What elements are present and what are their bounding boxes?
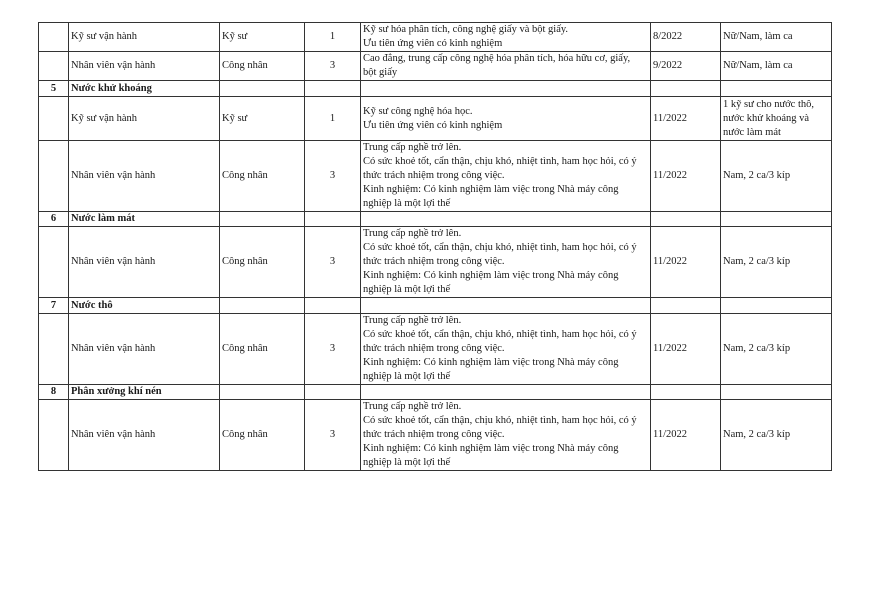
position-cell: Nhân viên vận hành — [69, 227, 220, 298]
section-title: Nước thô — [69, 298, 220, 314]
time-cell: 9/2022 — [651, 52, 721, 81]
time-cell: 11/2022 — [651, 314, 721, 385]
requirement-line: Có sức khoẻ tốt, cẩn thận, chịu khó, nhiệt tình, ham học hỏi, có ý — [363, 329, 637, 340]
time-cell: 11/2022 — [651, 141, 721, 212]
quantity-cell: 3 — [305, 227, 361, 298]
requirements-cell — [361, 314, 651, 385]
requirement-line: bột giấy — [363, 67, 398, 78]
note-cell: Nam, 2 ca/3 kíp — [721, 400, 832, 471]
requirement-line: thức trách nhiệm trong công việc. — [363, 343, 505, 354]
requirement-line: Kinh nghiệm: Có kinh nghiệm làm việc trong Nhà máy công — [363, 357, 619, 368]
level-cell: Công nhân — [220, 400, 305, 471]
requirement-line: nghiệp là một lợi thế — [363, 457, 451, 468]
requirement-line: nghiệp là một lợi thế — [363, 284, 451, 295]
section-number: 6 — [39, 212, 69, 227]
empty-cell — [651, 385, 721, 400]
empty-cell — [361, 212, 651, 227]
requirement-line: Kinh nghiệm: Có kinh nghiệm làm việc trong Nhà máy công — [363, 443, 619, 454]
section-row — [39, 81, 832, 97]
requirement-line: Có sức khoẻ tốt, cẩn thận, chịu khó, nhiệt tình, ham học hỏi, có ý — [363, 242, 637, 253]
time-cell: 11/2022 — [651, 400, 721, 471]
row-number — [39, 97, 69, 141]
quantity-cell: 3 — [305, 400, 361, 471]
row-number — [39, 314, 69, 385]
requirements-cell — [361, 97, 651, 141]
time-cell: 11/2022 — [651, 97, 721, 141]
position-cell: Kỹ sư vận hành — [69, 97, 220, 141]
quantity-cell: 3 — [305, 141, 361, 212]
requirement-line: Kỹ sư hóa phân tích, công nghệ giấy và bột giấy. — [363, 24, 569, 35]
empty-cell — [361, 298, 651, 314]
note-cell: Nam, 2 ca/3 kíp — [721, 314, 832, 385]
row-number — [39, 141, 69, 212]
empty-cell — [721, 298, 832, 314]
empty-cell — [305, 385, 361, 400]
requirement-line: Kinh nghiệm: Có kinh nghiệm làm việc trong Nhà máy công — [363, 270, 619, 281]
section-number: 8 — [39, 385, 69, 400]
job-row — [39, 97, 832, 141]
section-number: 5 — [39, 81, 69, 97]
requirements-cell — [361, 141, 651, 212]
requirement-line: thức trách nhiệm trong công việc. — [363, 256, 505, 267]
job-row — [39, 141, 832, 212]
empty-cell — [305, 212, 361, 227]
requirement-line: Có sức khoẻ tốt, cẩn thận, chịu khó, nhiệt tình, ham học hỏi, có ý — [363, 415, 637, 426]
requirements-cell — [361, 23, 651, 52]
level-cell: Kỹ sư — [220, 23, 305, 52]
level-cell: Công nhân — [220, 52, 305, 81]
position-cell: Nhân viên vận hành — [69, 400, 220, 471]
quantity-cell: 1 — [305, 97, 361, 141]
row-number — [39, 52, 69, 81]
requirement-line: Kinh nghiệm: Có kinh nghiệm làm việc trong Nhà máy công — [363, 184, 619, 195]
section-row — [39, 298, 832, 314]
requirement-line: Kỹ sư công nghệ hóa học. — [363, 105, 473, 117]
requirement-line: Có sức khoẻ tốt, cẩn thận, chịu khó, nhiệt tình, ham học hỏi, có ý — [363, 156, 637, 167]
position-cell: Kỹ sư vận hành — [69, 23, 220, 52]
note-cell: Nữ/Nam, làm ca — [721, 23, 832, 52]
level-cell: Kỹ sư — [220, 97, 305, 141]
empty-cell — [721, 212, 832, 227]
section-number: 7 — [39, 298, 69, 314]
section-title: Phân xưởng khí nén — [69, 385, 220, 400]
requirements-cell — [361, 227, 651, 298]
empty-cell — [721, 385, 832, 400]
job-row — [39, 400, 832, 471]
requirement-line: Ưu tiên ứng viên có kinh nghiệm — [363, 119, 503, 131]
empty-cell — [361, 385, 651, 400]
job-row — [39, 23, 832, 52]
position-cell: Nhân viên vận hành — [69, 314, 220, 385]
requirement-line: Trung cấp nghề trở lên. — [363, 228, 462, 239]
level-cell: Công nhân — [220, 227, 305, 298]
job-row — [39, 314, 832, 385]
empty-cell — [721, 81, 832, 97]
time-cell: 11/2022 — [651, 227, 721, 298]
requirement-line: thức trách nhiệm trong công việc. — [363, 170, 505, 181]
empty-cell — [220, 81, 305, 97]
requirement-line: Trung cấp nghề trở lên. — [363, 315, 462, 326]
requirement-line: Trung cấp nghề trở lên. — [363, 401, 462, 412]
requirement-line: nghiệp là một lợi thế — [363, 371, 451, 382]
empty-cell — [220, 212, 305, 227]
level-cell: Công nhân — [220, 141, 305, 212]
row-number — [39, 227, 69, 298]
quantity-cell: 1 — [305, 23, 361, 52]
recruitment-table-body — [39, 23, 832, 471]
note-cell: Nữ/Nam, làm ca — [721, 52, 832, 81]
empty-cell — [361, 81, 651, 97]
row-number — [39, 23, 69, 52]
section-title: Nước làm mát — [69, 212, 220, 227]
empty-cell — [651, 212, 721, 227]
job-row — [39, 227, 832, 298]
requirement-line: Cao đẳng, trung cấp công nghệ hóa phân tích, hóa hữu cơ, giấy, — [363, 53, 631, 64]
empty-cell — [220, 385, 305, 400]
quantity-cell: 3 — [305, 314, 361, 385]
empty-cell — [305, 298, 361, 314]
note-cell: Nam, 2 ca/3 kíp — [721, 141, 832, 212]
section-title: Nước khử khoáng — [69, 81, 220, 97]
section-row — [39, 212, 832, 227]
empty-cell — [220, 298, 305, 314]
requirements-cell — [361, 52, 651, 81]
note-cell: 1 kỹ sư cho nước thô, nước khử khoáng và nước làm mát — [721, 97, 832, 141]
level-cell: Công nhân — [220, 314, 305, 385]
empty-cell — [651, 81, 721, 97]
section-row — [39, 385, 832, 400]
empty-cell — [651, 298, 721, 314]
position-cell: Nhân viên vận hành — [69, 141, 220, 212]
note-cell: Nam, 2 ca/3 kíp — [721, 227, 832, 298]
time-cell: 8/2022 — [651, 23, 721, 52]
requirements-cell — [361, 400, 651, 471]
position-cell: Nhân viên vận hành — [69, 52, 220, 81]
empty-cell — [305, 81, 361, 97]
quantity-cell: 3 — [305, 52, 361, 81]
requirement-line: Ưu tiên ứng viên có kinh nghiệm — [363, 38, 503, 49]
requirement-line: thức trách nhiệm trong công việc. — [363, 429, 505, 440]
row-number — [39, 400, 69, 471]
requirement-line: nghiệp là một lợi thế — [363, 198, 451, 209]
requirement-line: Trung cấp nghề trở lên. — [363, 142, 462, 153]
job-row — [39, 52, 832, 81]
recruitment-table — [38, 22, 832, 471]
